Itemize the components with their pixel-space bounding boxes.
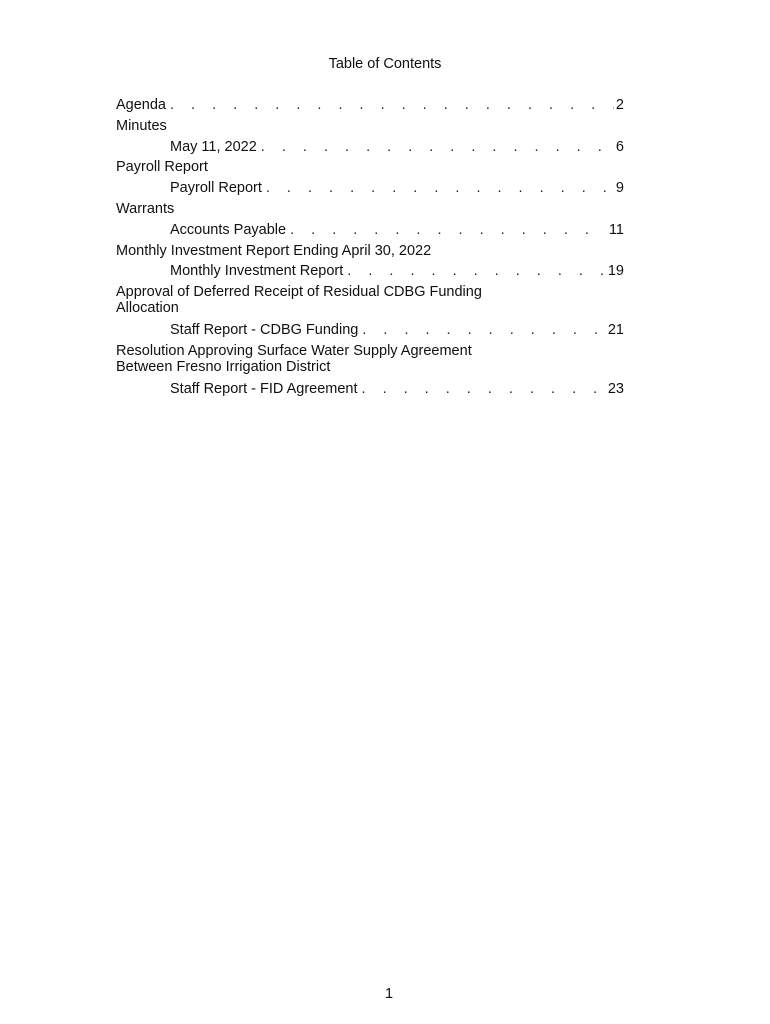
toc-entry-label: May 11, 2022 [170, 138, 257, 155]
toc-entry-label: Payroll Report [170, 180, 262, 197]
dot-leader [358, 322, 606, 338]
toc-entry-payroll-report[interactable] [116, 180, 624, 196]
dot-leader [257, 139, 614, 155]
page-title: Table of Contents [328, 56, 442, 72]
toc-entry-agenda[interactable] [116, 97, 624, 113]
toc-entry-may-11-2022[interactable] [116, 139, 624, 155]
toc-entry-staff-report-fid[interactable] [116, 381, 624, 397]
toc-page-number: 9 [615, 180, 624, 197]
toc-section-heading: Resolution Approving Surface Water Supply Agreement Between Fresno Irrigation District [116, 342, 472, 375]
toc-section-heading: Approval of Deferred Receipt of Residual CDBG Funding Allocation [116, 284, 482, 317]
toc-page-number: 23 [607, 380, 624, 397]
toc-entry-label: Monthly Investment Report [170, 263, 344, 280]
dot-leader [343, 263, 606, 279]
toc-page-number: 19 [607, 263, 624, 280]
dot-leader [286, 222, 607, 238]
toc-entry-accounts-payable[interactable] [116, 222, 624, 238]
toc-section-heading: Minutes [116, 117, 167, 134]
toc-entry-label: Staff Report - CDBG Funding [170, 322, 359, 339]
dot-leader [262, 180, 614, 196]
toc-entry-monthly-investment-report[interactable] [116, 263, 624, 279]
toc-page-number: 21 [607, 322, 624, 339]
toc-entry-label: Staff Report - FID Agreement [170, 380, 358, 397]
toc-entry-label: Agenda [116, 97, 166, 113]
toc-entry-staff-report-cdbg[interactable] [116, 322, 624, 338]
toc-page-number: 2 [615, 97, 624, 113]
dot-leader [166, 97, 614, 113]
toc-section-heading: Warrants [116, 200, 175, 217]
toc-entry-label: Accounts Payable [170, 221, 287, 238]
dot-leader [358, 381, 606, 397]
toc-page-number: 6 [615, 138, 624, 155]
toc-section-heading: Monthly Investment Report Ending April 30, 2022 [116, 242, 432, 259]
toc-page-number: 11 [608, 221, 624, 238]
page-number: 1 [384, 986, 394, 1002]
toc-section-heading: Payroll Report [116, 159, 208, 176]
table-of-contents [116, 97, 624, 402]
